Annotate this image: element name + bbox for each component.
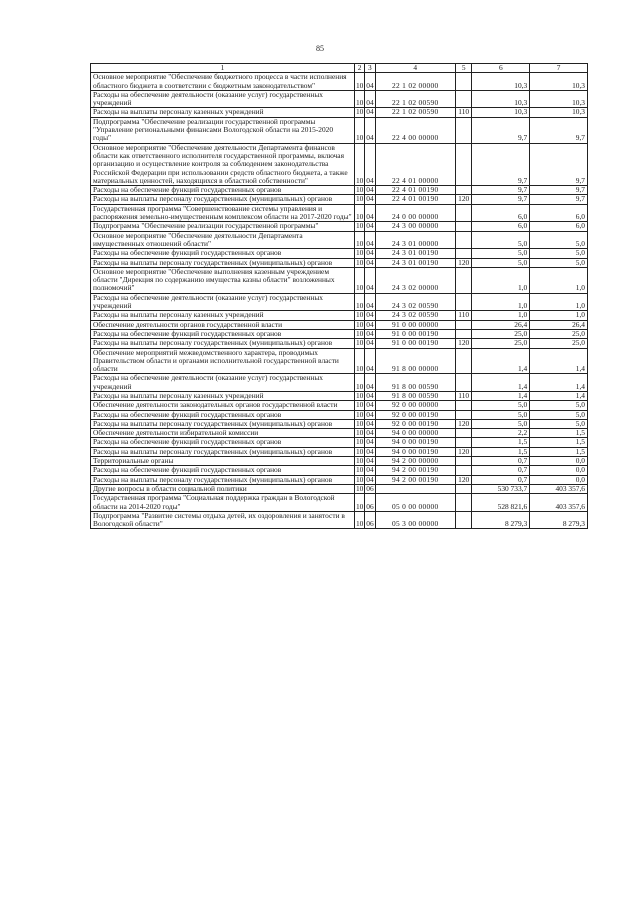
amount-year-2: 0,0	[530, 457, 588, 466]
amount-year-2: 5,0	[530, 258, 588, 267]
amount-year-2: 0,0	[530, 475, 588, 484]
amount-year-1: 5,0	[472, 419, 530, 428]
target-article-code: 22 4 01 00190	[375, 186, 455, 195]
expense-type-code: 110	[455, 108, 471, 117]
table-row	[91, 438, 588, 447]
section-code: 10	[355, 465, 364, 475]
target-article-code: 22 4 00 00000	[375, 117, 455, 143]
table-row	[91, 108, 588, 117]
budget-item-name: Расходы на обеспечение функций государственных органов	[91, 438, 355, 447]
section-code: 10	[354, 267, 364, 293]
section-code: 10	[355, 328, 364, 338]
table-row	[91, 320, 588, 329]
target-article-code: 24 0 00 00000	[375, 204, 455, 222]
amount-year-2: 5,0	[530, 410, 588, 419]
amount-year-1: 1,0	[472, 293, 530, 311]
amount-year-1: 5,0	[472, 410, 530, 419]
target-article-code: 91 8 00 00590	[375, 374, 455, 392]
amount-year-1: 5,0	[472, 258, 530, 267]
amount-year-1: 2,2	[472, 429, 530, 438]
table-row	[91, 267, 588, 293]
target-article-code: 92 0 00 00190	[375, 419, 455, 428]
subsection-code: 04	[366, 456, 374, 466]
target-article-code: 22 4 01 00190	[375, 195, 455, 204]
amount-year-1: 5,0	[472, 401, 530, 410]
column-number: 5	[455, 64, 471, 73]
section-code: 10	[355, 319, 364, 329]
budget-item-name: Обеспечение мероприятий межведомственного характера, проводимых Правительством области и органами исполнительной государственной власти области	[91, 348, 355, 374]
section-code: 10	[355, 409, 364, 419]
subsection-code: 04	[366, 221, 374, 231]
amount-year-1: 9,7	[472, 143, 530, 185]
budget-item-name: Расходы на обеспечение деятельности (оказание услуг) государственных учреждений	[91, 374, 355, 392]
amount-year-1: 530 733,7	[472, 484, 530, 493]
subsection-code: 04	[366, 409, 374, 419]
column-number: 4	[375, 64, 455, 73]
amount-year-2: 403 357,6	[530, 484, 588, 493]
subsection-code: 04	[366, 248, 374, 258]
amount-year-1: 528 821,6	[472, 494, 530, 512]
budget-item-name: Расходы на выплаты персоналу казенных учреждений	[91, 108, 355, 117]
target-article-code: 94 0 00 00000	[375, 429, 455, 438]
budget-item-name: Обеспечение деятельности законодательных органов государственной власти	[91, 401, 355, 410]
amount-year-2: 5,0	[530, 249, 588, 258]
target-article-code: 94 2 00 00190	[375, 475, 455, 484]
budget-item-name: Расходы на обеспечение функций государственных органов	[91, 186, 355, 195]
subsection-code: 04	[366, 328, 374, 338]
amount-year-2: 1,0	[530, 267, 588, 293]
budget-item-name: Расходы на обеспечение функций государственных органов	[91, 410, 355, 419]
amount-year-2: 1,4	[530, 374, 588, 392]
expense-type-code	[455, 204, 471, 222]
target-article-code: 05 3 00 00000	[375, 511, 455, 529]
target-article-code: 22 1 02 00590	[375, 90, 455, 108]
expense-type-code	[455, 348, 471, 374]
expense-type-code	[455, 267, 471, 293]
budget-table	[90, 63, 588, 529]
amount-year-2: 10,3	[530, 73, 588, 91]
amount-year-1: 5,0	[472, 231, 530, 249]
target-article-code: 22 1 02 00000	[375, 73, 455, 91]
target-article-code	[375, 484, 455, 493]
expense-type-code	[455, 494, 471, 512]
column-number: 6	[472, 64, 530, 73]
section-code: 10	[355, 428, 364, 438]
column-number: 2	[354, 64, 364, 73]
expense-type-code	[455, 231, 471, 249]
section-code: 10	[354, 494, 364, 512]
subsection-code: 04	[366, 465, 374, 475]
target-article-code: 24 3 01 00000	[375, 231, 455, 249]
amount-year-1: 0,7	[472, 457, 530, 466]
amount-year-1: 25,0	[472, 339, 530, 348]
expense-type-code	[455, 293, 471, 311]
subsection-code: 04	[366, 428, 374, 438]
section-code: 10	[355, 257, 364, 267]
amount-year-1: 10,3	[472, 108, 530, 117]
section-code: 10	[355, 446, 364, 456]
subsection-code: 04	[366, 390, 374, 400]
amount-year-2: 26,4	[530, 320, 588, 329]
subsection-code: 04	[366, 194, 374, 204]
expense-type-code	[455, 484, 471, 493]
table-row	[91, 249, 588, 258]
target-article-code: 24 3 01 00190	[375, 249, 455, 258]
target-article-code: 91 0 00 00190	[375, 329, 455, 338]
subsection-code: 04	[366, 446, 374, 456]
expense-type-code	[455, 73, 471, 91]
expense-type-code: 120	[455, 419, 471, 428]
section-code: 10	[355, 418, 364, 428]
target-article-code: 94 2 00 00000	[375, 457, 455, 466]
target-article-code: 22 4 01 00000	[375, 143, 455, 185]
budget-item-name: Основное мероприятие "Обеспечение выполнения казенным учреждением области "Дирекция по содержанию имущества казны области" возложенных полномочий"	[91, 267, 355, 293]
amount-year-1: 1,4	[472, 374, 530, 392]
section-code: 10	[354, 117, 364, 143]
subsection-code: 04	[366, 310, 374, 320]
section-code: 10	[354, 143, 364, 185]
amount-year-1: 26,4	[472, 320, 530, 329]
target-article-code: 91 8 00 00000	[375, 348, 455, 374]
amount-year-2: 9,7	[530, 195, 588, 204]
amount-year-2: 9,7	[530, 117, 588, 143]
amount-year-2: 10,3	[530, 108, 588, 117]
subsection-code: 04	[365, 143, 375, 185]
subsection-code: 04	[366, 400, 374, 410]
column-number: 1	[91, 64, 355, 73]
table-row	[91, 117, 588, 143]
table-row	[91, 231, 588, 249]
section-code: 10	[355, 248, 364, 258]
budget-item-name: Подпрограмма "Развитие системы отдыха детей, их оздоровления и занятости в Вологодской области"	[91, 511, 355, 529]
target-article-code: 94 0 00 00190	[375, 447, 455, 456]
subsection-code: 04	[365, 90, 375, 108]
table-row	[91, 222, 588, 231]
section-code: 10	[354, 73, 364, 91]
section-code: 10	[355, 185, 364, 195]
budget-item-name: Основное мероприятие "Обеспечение деятельности Департамента имущественных отношений области"	[91, 231, 355, 249]
table-row	[91, 258, 588, 267]
amount-year-2: 9,7	[530, 143, 588, 185]
budget-item-name: Расходы на обеспечение деятельности (оказание услуг) государственных учреждений	[91, 293, 355, 311]
budget-item-name: Расходы на обеспечение функций государственных органов	[91, 466, 355, 475]
budget-item-name: Другие вопросы в области социальной политики	[91, 484, 355, 493]
subsection-code: 04	[365, 267, 375, 293]
section-code: 10	[355, 107, 364, 117]
amount-year-2: 1,5	[530, 438, 588, 447]
budget-item-name: Обеспечение деятельности избирательной комиссии	[91, 429, 355, 438]
subsection-code: 04	[366, 418, 374, 428]
section-code: 10	[354, 231, 364, 249]
section-code: 10	[355, 194, 364, 204]
page-number: 85	[316, 44, 324, 53]
expense-type-code	[455, 401, 471, 410]
table-row	[91, 73, 588, 91]
amount-year-2: 0,0	[530, 466, 588, 475]
expense-type-code	[455, 320, 471, 329]
amount-year-1: 1,0	[472, 267, 530, 293]
amount-year-2: 1,5	[530, 429, 588, 438]
table-row	[91, 311, 588, 320]
section-code: 10	[355, 456, 364, 466]
budget-item-name: Расходы на выплаты персоналу государственных (муниципальных) органов	[91, 475, 355, 484]
target-article-code: 24 3 02 00590	[375, 293, 455, 311]
section-code: 10	[355, 390, 364, 400]
budget-item-name: Расходы на обеспечение деятельности (оказание услуг) государственных учреждений	[91, 90, 355, 108]
expense-type-code: 120	[455, 258, 471, 267]
section-code: 10	[355, 437, 364, 447]
expense-type-code: 120	[455, 195, 471, 204]
amount-year-2: 1,4	[530, 348, 588, 374]
section-code: 10	[354, 293, 364, 311]
amount-year-2: 10,3	[530, 90, 588, 108]
table-row	[91, 410, 588, 419]
amount-year-1: 9,7	[472, 186, 530, 195]
subsection-code: 04	[366, 319, 374, 329]
amount-year-1: 10,3	[472, 90, 530, 108]
amount-year-1: 9,7	[472, 117, 530, 143]
table-row	[91, 374, 588, 392]
table-row	[91, 348, 588, 374]
subsection-code: 06	[365, 511, 375, 529]
amount-year-1: 1,5	[472, 438, 530, 447]
budget-item-name: Основное мероприятие "Обеспечение деятельности Департамента финансов области как ответственного исполнителя государственной программы, включая организацию и осуществление контроля за соблюдением законодательства Российской Федерации при использовании средств областного бюджета, а также материальных ценностей, находящихся в областной собственности"	[91, 143, 355, 185]
budget-item-name: Подпрограмма "Обеспечение реализации государственной программы"	[91, 222, 355, 231]
amount-year-2: 403 357,6	[530, 494, 588, 512]
subsection-code: 04	[365, 374, 375, 392]
amount-year-1: 6,0	[472, 222, 530, 231]
target-article-code: 91 8 00 00590	[375, 391, 455, 400]
budget-item-name: Государственная программа "Совершенствование системы управления и распоряжения земельно-имущественным комплексом области на 2017-2020 годы"	[91, 204, 355, 222]
table-row	[91, 401, 588, 410]
section-code: 10	[355, 400, 364, 410]
section-code: 10	[354, 374, 364, 392]
budget-item-name: Территориальные органы	[91, 457, 355, 466]
amount-year-1: 8 279,3	[472, 511, 530, 529]
amount-year-2: 5,0	[530, 419, 588, 428]
budget-item-name: Расходы на выплаты персоналу государственных (муниципальных) органов	[91, 258, 355, 267]
section-code: 10	[354, 90, 364, 108]
subsection-code: 04	[366, 474, 374, 484]
amount-year-2: 5,0	[530, 401, 588, 410]
budget-item-name: Расходы на выплаты персоналу государственных (муниципальных) органов	[91, 419, 355, 428]
target-article-code: 24 3 02 00590	[375, 311, 455, 320]
amount-year-2: 6,0	[530, 222, 588, 231]
expense-type-code: 120	[455, 447, 471, 456]
target-article-code: 24 3 02 00000	[375, 267, 455, 293]
expense-type-code	[455, 438, 471, 447]
expense-type-code	[455, 457, 471, 466]
target-article-code: 94 0 00 00190	[375, 438, 455, 447]
subsection-code: 04	[365, 348, 375, 374]
expense-type-code: 110	[455, 391, 471, 400]
amount-year-1: 25,0	[472, 329, 530, 338]
table-body	[91, 73, 588, 529]
target-article-code: 24 3 00 00000	[375, 222, 455, 231]
section-code: 10	[355, 338, 364, 348]
budget-item-name: Расходы на обеспечение функций государственных органов	[91, 329, 355, 338]
expense-type-code	[455, 90, 471, 108]
subsection-code: 04	[365, 204, 375, 222]
budget-item-name: Государственная программа "Социальная поддержка граждан в Вологодской области на 2014-2020 годы"	[91, 494, 355, 512]
subsection-code: 04	[366, 257, 374, 267]
budget-item-name: Расходы на выплаты персоналу государственных (муниципальных) органов	[91, 339, 355, 348]
section-code: 10	[355, 474, 364, 484]
table-row	[91, 204, 588, 222]
subsection-code: 04	[365, 231, 375, 249]
subsection-code: 04	[366, 338, 374, 348]
section-code: 10	[355, 310, 364, 320]
budget-item-name: Расходы на выплаты персоналу казенных учреждений	[91, 391, 355, 400]
amount-year-2: 1,0	[530, 311, 588, 320]
amount-year-1: 6,0	[472, 204, 530, 222]
amount-year-2: 6,0	[530, 204, 588, 222]
table-row	[91, 466, 588, 475]
expense-type-code: 120	[455, 475, 471, 484]
budget-item-name: Подпрограмма "Обеспечение реализации государственной программы "Управление региональными финансами Вологодской области на 2015-2020 годы"	[91, 117, 355, 143]
section-code: 10	[354, 348, 364, 374]
column-number: 3	[365, 64, 375, 73]
subsection-code: 04	[365, 73, 375, 91]
section-code: 10	[354, 204, 364, 222]
table-row	[91, 511, 588, 529]
budget-item-name: Основное мероприятие "Обеспечение бюджетного процесса в части исполнения областного бюджета в соответствии с бюджетным законодательством"	[91, 73, 355, 91]
expense-type-code	[455, 410, 471, 419]
expense-type-code: 120	[455, 339, 471, 348]
subsection-code: 04	[366, 185, 374, 195]
amount-year-2: 1,0	[530, 293, 588, 311]
target-article-code: 92 0 00 00190	[375, 410, 455, 419]
subsection-code: 06	[365, 494, 375, 512]
budget-item-name: Расходы на выплаты персоналу государственных (муниципальных) органов	[91, 447, 355, 456]
amount-year-2: 8 279,3	[530, 511, 588, 529]
table-row	[91, 494, 588, 512]
expense-type-code: 110	[455, 311, 471, 320]
section-code: 10	[355, 221, 364, 231]
amount-year-1: 10,3	[472, 73, 530, 91]
amount-year-2: 9,7	[530, 186, 588, 195]
target-article-code: 05 0 00 00000	[375, 494, 455, 512]
amount-year-1: 1,4	[472, 348, 530, 374]
budget-item-name: Расходы на выплаты персоналу казенных учреждений	[91, 311, 355, 320]
column-number: 7	[530, 64, 588, 73]
table-row	[91, 90, 588, 108]
amount-year-1: 0,7	[472, 466, 530, 475]
subsection-code: 04	[366, 107, 374, 117]
target-article-code: 22 1 02 00590	[375, 108, 455, 117]
amount-year-1: 0,7	[472, 475, 530, 484]
amount-year-2: 1,4	[530, 391, 588, 400]
target-article-code: 91 0 00 00000	[375, 320, 455, 329]
expense-type-code	[455, 466, 471, 475]
amount-year-2: 1,5	[530, 447, 588, 456]
table-row	[91, 143, 588, 185]
expense-type-code	[455, 249, 471, 258]
expense-type-code	[455, 117, 471, 143]
budget-item-name: Расходы на выплаты персоналу государственных (муниципальных) органов	[91, 195, 355, 204]
budget-item-name: Обеспечение деятельности органов государственной власти	[91, 320, 355, 329]
table-row	[91, 339, 588, 348]
amount-year-1: 1,5	[472, 447, 530, 456]
subsection-code: 04	[365, 117, 375, 143]
expense-type-code	[455, 511, 471, 529]
target-article-code: 92 0 00 00000	[375, 401, 455, 410]
target-article-code: 24 3 01 00190	[375, 258, 455, 267]
amount-year-1: 1,4	[472, 391, 530, 400]
table-row	[91, 195, 588, 204]
subsection-code: 04	[366, 437, 374, 447]
section-code: 10	[354, 511, 364, 529]
target-article-code: 91 0 00 00190	[375, 339, 455, 348]
amount-year-2: 5,0	[530, 231, 588, 249]
expense-type-code	[455, 374, 471, 392]
amount-year-1: 9,7	[472, 195, 530, 204]
subsection-code: 06	[366, 483, 374, 493]
expense-type-code	[455, 222, 471, 231]
budget-item-name: Расходы на обеспечение функций государственных органов	[91, 249, 355, 258]
target-article-code: 94 2 00 00190	[375, 466, 455, 475]
expense-type-code	[455, 429, 471, 438]
amount-year-1: 1,0	[472, 311, 530, 320]
amount-year-2: 25,0	[530, 339, 588, 348]
subsection-code: 04	[365, 293, 375, 311]
amount-year-1: 5,0	[472, 249, 530, 258]
section-code: 10	[355, 483, 364, 493]
table-row	[91, 293, 588, 311]
expense-type-code	[455, 143, 471, 185]
amount-year-2: 25,0	[530, 329, 588, 338]
